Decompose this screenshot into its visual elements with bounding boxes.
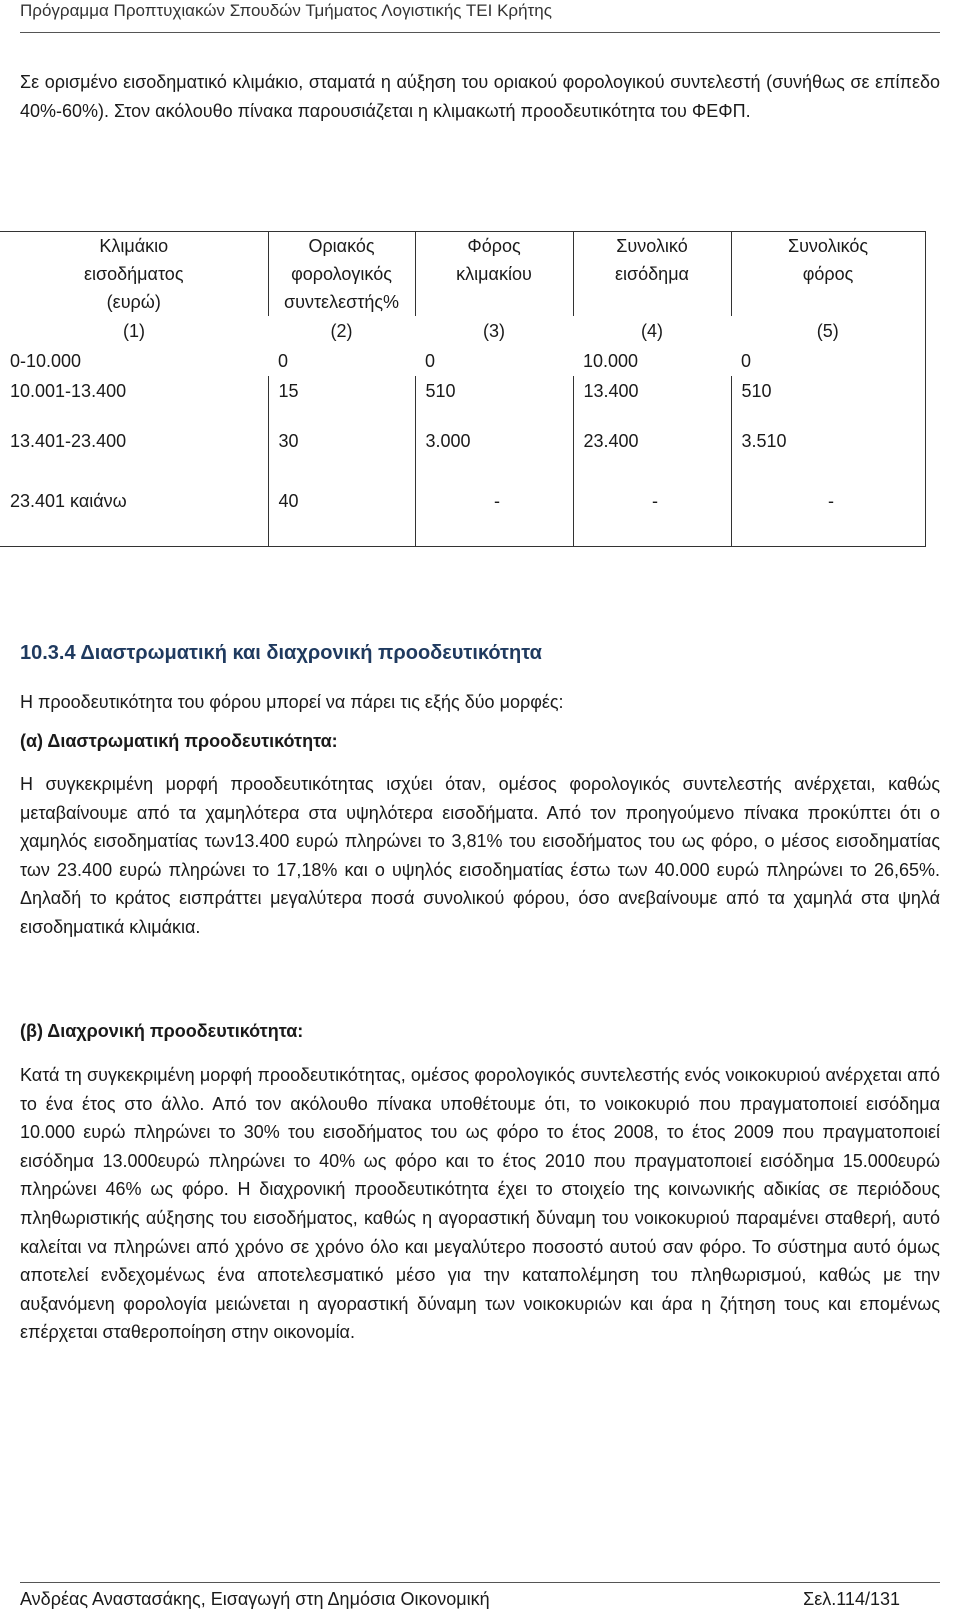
section-lead: Η προοδευτικότητα του φόρου μπορεί να πάρει τις εξής δύο μορφές:: [20, 692, 564, 712]
header-cell: Οριακός φορολογικός συντελεστής%: [268, 232, 415, 317]
table-row: [0, 486, 925, 546]
table-cell: 3.000: [415, 426, 573, 486]
header-cell: Φόρος κλιμακίου: [415, 232, 573, 317]
table-cell: 0: [278, 351, 289, 371]
table-cell: 13.401-23.400: [10, 431, 127, 451]
subsection-a-title: (α) Διαστρωματική προοδευτικότητα:: [20, 731, 338, 751]
subsection-b-text: Κατά τη συγκεκριμένη μορφή προοδευτικότητας, ομέσος φορολογικός συντελεστής ενός νοικοκυριού ανέρχεται από το ένα έτος στο άλλο. Από τον ακόλουθο πίνακα υποθέτουμε ότι, το νοικοκυριό που πραγματοποιεί εισόδημα 10.000 ευρώ πληρώνει το 30% του εισοδήματος του ως φόρο το έτος 2008, το έτος 2009 που πραγματοποιεί εισόδημα 13.000ευρώ πληρώνει το 40% ως φόρο και το έτος 2010 που πραγματοποιεί εισόδημα 15.000ευρώ πληρώνει 46% ως φόρο. Η διαχρονική προοδευτικότητα έχει το στοιχείο της κοινωνικής αδικίας σε περιόδους πληθωριστικής αύξησης του εισοδήματος, καθώς η αγοραστική δύναμη του νοικοκυριού παραμένει σταθερή, αυτό καλείται να πληρώνει από χρόνο σε χρόνο όλο και μεγαλύτερο ποσοστό αυτού σαν φόρο. Το σύστημα αυτό όμως αποτελεί ενδεχομένως ένα αποτελεσματικό μέσο για την καταπολέμηση του πληθωρισμού, καθώς με την αυξανόμενη φορολογία μειώνεται η αγοραστική δύναμη των νοικοκυριών και άρα η ζήτηση τους και επομένως επέρχεται σταθεροποίηση στην οικονομία.: [20, 1065, 940, 1343]
section-title: 10.3.4 Διαστρωματική και διαχρονική προοδευτικότητα: [20, 642, 542, 664]
intro-paragraph: Σε ορισμένο εισοδηματικό κλιμάκιο, σταματά η αύξηση του οριακού φορολογικού συντελεστή (συνήθως σε επίπεδο 40%-60%). Στον ακόλουθο πίνακα παρουσιάζεται η κλιμακωτή προοδευτικότητα του ΦΕΦΠ.: [20, 72, 940, 121]
table-cell: 23.401 καιάνω: [0, 486, 268, 546]
table-cell: 40: [268, 486, 415, 546]
table-cell: (2): [330, 321, 353, 341]
header-title: Πρόγραμμα Προπτυχιακών Σπουδών Τμήματος Λογιστικής ΤΕΙ Κρήτης: [20, 1, 552, 20]
table-cell: (1): [123, 321, 145, 341]
subsection-a-text: Η συγκεκριμένη μορφή προοδευτικότητας ισχύει όταν, ομέσος φορολογικός συντελεστής ανέρχεται, καθώς μεταβαίνουμε από τα χαμηλότερα στα υψηλότερα εισοδήματα. Από τον προηγούμενο πίνακα προκύπτει ότι ο χαμηλός εισοδηματίας των13.400 ευρώ πληρώνει το 3,81% του εισοδήματος του ως φόρο, ο μέσος εισοδηματίας των 23.400 ευρώ πληρώνει το 17,18% και ο υψηλός εισοδηματίας έστω των 40.000 ευρώ πληρώνει το 26,65%. Δηλαδή το κράτος εισπράττει μεγαλύτερα ποσά συνολικού φόρου, όσο ανεβαίνουμε από τα χαμηλά στα ψηλά εισοδηματικά κλιμάκια.: [20, 774, 940, 937]
subsection-b-title: (β) Διαχρονική προοδευτικότητα:: [20, 1021, 304, 1041]
table-cell: 10.001-13.400: [10, 381, 127, 401]
table-cell: 23.400: [573, 426, 731, 486]
table-cell: -: [415, 486, 573, 546]
table-cell: 3.510: [731, 426, 925, 486]
table-cell: (4): [641, 321, 663, 341]
table-cell: 0-10.000: [10, 351, 82, 371]
footer-author: Ανδρέας Αναστασάκης, Εισαγωγή στη Δημόσια Οικονομική: [20, 1589, 490, 1609]
page-number: Σελ.114/131: [803, 1589, 900, 1609]
table-cell: 510: [415, 376, 573, 426]
table-cell: -: [731, 486, 925, 546]
table-cell: 15: [268, 376, 415, 426]
header-cell: Συνολικός φόρος: [731, 232, 925, 317]
table-cell: 30: [268, 426, 415, 486]
table-header-row: [0, 232, 925, 317]
table-cell: -: [573, 486, 731, 546]
table-number-row: [0, 316, 925, 346]
tax-bracket-table: [0, 231, 926, 547]
table-cell: 0: [425, 351, 436, 371]
table-cell: 10.000: [583, 351, 639, 371]
page-header: [20, 0, 940, 33]
header-cell: Κλιμάκιο εισοδήματος (ευρώ): [0, 232, 268, 317]
page-footer: [20, 1582, 940, 1610]
table-cell: (3): [483, 321, 505, 341]
table-row: [0, 376, 925, 426]
table-cell: (5): [731, 316, 925, 346]
table-row: [0, 426, 925, 486]
table-cell: 0: [731, 346, 925, 376]
table-cell: 13.400: [573, 376, 731, 426]
table-row: [0, 346, 925, 376]
table-cell: 510: [731, 376, 925, 426]
header-cell: Συνολικό εισόδημα: [573, 232, 731, 317]
